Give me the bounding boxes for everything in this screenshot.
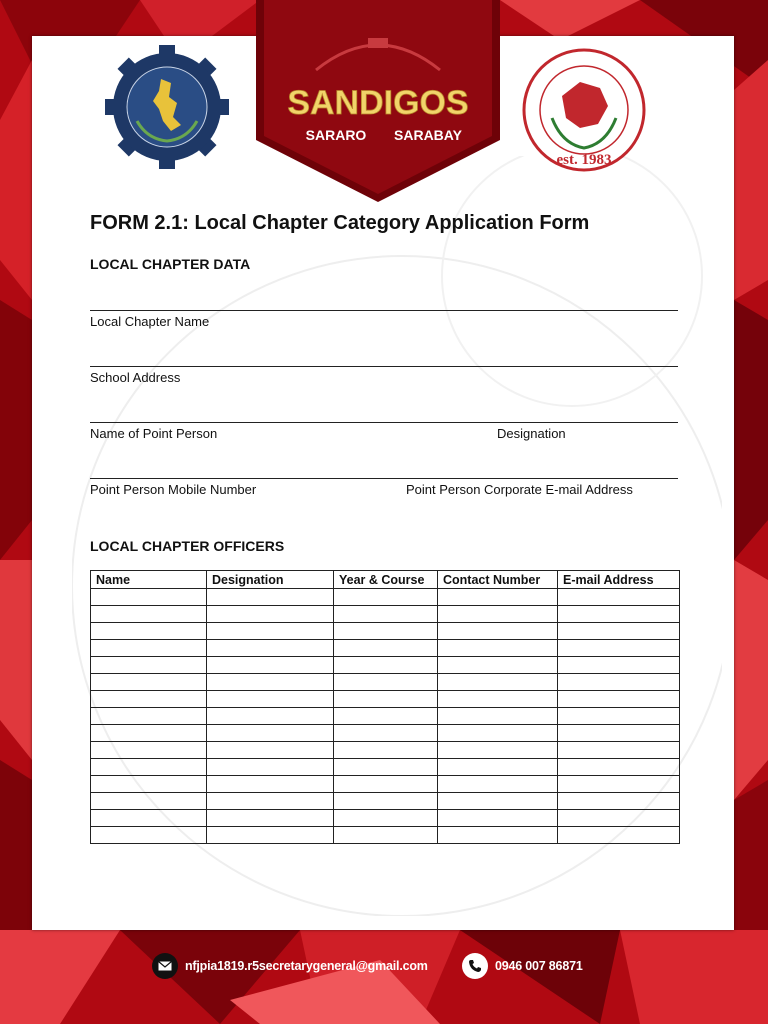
table-cell[interactable]	[207, 606, 334, 623]
table-cell[interactable]	[334, 640, 438, 657]
point-person-label: Name of Point Person	[90, 426, 218, 441]
sandigos-banner	[256, 0, 500, 202]
table-cell[interactable]	[558, 793, 680, 810]
table-cell[interactable]	[334, 725, 438, 742]
table-cell[interactable]	[438, 810, 558, 827]
table-cell[interactable]	[207, 725, 334, 742]
table-cell[interactable]	[558, 674, 680, 691]
table-cell[interactable]	[207, 674, 334, 691]
region-v-council-seal	[522, 48, 646, 172]
table-cell[interactable]	[334, 810, 438, 827]
table-cell[interactable]	[207, 742, 334, 759]
table-cell[interactable]	[91, 640, 207, 657]
local-chapter-officers-heading: LOCAL CHAPTER OFFICERS	[90, 538, 285, 554]
table-cell[interactable]	[558, 810, 680, 827]
table-row	[91, 674, 680, 691]
table-cell[interactable]	[558, 759, 680, 776]
table-cell[interactable]	[91, 691, 207, 708]
table-cell[interactable]	[558, 606, 680, 623]
table-cell[interactable]	[334, 827, 438, 844]
table-row	[91, 742, 680, 759]
mobile-number-label: Point Person Mobile Number	[90, 482, 257, 497]
table-row	[91, 827, 680, 844]
footer-phone	[462, 948, 583, 984]
table-cell[interactable]	[558, 657, 680, 674]
mobile-email-line[interactable]	[90, 478, 678, 479]
table-cell[interactable]	[91, 606, 207, 623]
chapter-name-label: Local Chapter Name	[90, 314, 210, 329]
col-header-designation: Designation	[207, 571, 334, 589]
table-cell[interactable]	[91, 657, 207, 674]
officers-table	[90, 570, 680, 844]
table-cell[interactable]	[91, 708, 207, 725]
footer-email	[152, 948, 428, 984]
table-row	[91, 759, 680, 776]
table-cell[interactable]	[334, 691, 438, 708]
table-cell[interactable]	[558, 725, 680, 742]
col-header-contact-number: Contact Number	[438, 571, 558, 589]
table-cell[interactable]	[334, 793, 438, 810]
table-cell[interactable]	[207, 776, 334, 793]
table-cell[interactable]	[91, 589, 207, 606]
table-cell[interactable]	[558, 623, 680, 640]
table-cell[interactable]	[438, 657, 558, 674]
table-cell[interactable]	[207, 793, 334, 810]
school-address-line[interactable]	[90, 366, 678, 367]
table-cell[interactable]	[207, 827, 334, 844]
table-cell[interactable]	[438, 674, 558, 691]
table-cell[interactable]	[558, 640, 680, 657]
col-header-email-address: E-mail Address	[558, 571, 680, 589]
table-cell[interactable]	[334, 776, 438, 793]
corporate-email-label: Point Person Corporate E-mail Address	[406, 482, 633, 497]
table-row	[91, 708, 680, 725]
mail-icon	[152, 953, 178, 979]
table-cell[interactable]	[207, 691, 334, 708]
chapter-name-line[interactable]	[90, 310, 678, 311]
table-cell[interactable]	[91, 827, 207, 844]
footer-email-text[interactable]: nfjpia1819.r5secretarygeneral@gmail.com	[185, 959, 428, 973]
table-cell[interactable]	[334, 759, 438, 776]
table-cell[interactable]	[334, 623, 438, 640]
phone-icon	[462, 953, 488, 979]
table-cell[interactable]	[334, 589, 438, 606]
footer-phone-text[interactable]: 0946 007 86871	[495, 959, 583, 973]
table-row	[91, 606, 680, 623]
table-cell[interactable]	[91, 759, 207, 776]
table-cell[interactable]	[91, 810, 207, 827]
table-cell[interactable]	[334, 708, 438, 725]
point-person-line[interactable]	[90, 422, 678, 423]
table-cell[interactable]	[438, 691, 558, 708]
banner-sub-left: SARARO	[305, 127, 367, 143]
table-cell[interactable]	[91, 725, 207, 742]
table-cell[interactable]	[334, 742, 438, 759]
table-cell[interactable]	[558, 827, 680, 844]
table-cell[interactable]	[438, 776, 558, 793]
table-cell[interactable]	[438, 725, 558, 742]
table-cell[interactable]	[558, 742, 680, 759]
table-cell[interactable]	[438, 827, 558, 844]
table-cell[interactable]	[558, 589, 680, 606]
table-cell[interactable]	[207, 623, 334, 640]
table-cell[interactable]	[438, 708, 558, 725]
table-cell[interactable]	[334, 606, 438, 623]
table-cell[interactable]	[558, 708, 680, 725]
table-row	[91, 657, 680, 674]
table-cell[interactable]	[334, 657, 438, 674]
table-row	[91, 640, 680, 657]
table-cell[interactable]	[207, 708, 334, 725]
table-cell[interactable]	[558, 691, 680, 708]
table-cell[interactable]	[438, 742, 558, 759]
table-cell[interactable]	[438, 623, 558, 640]
table-cell[interactable]	[207, 810, 334, 827]
table-cell[interactable]	[91, 742, 207, 759]
officers-table-header-row	[91, 571, 680, 589]
table-cell[interactable]	[91, 674, 207, 691]
table-cell[interactable]	[438, 606, 558, 623]
table-row	[91, 793, 680, 810]
table-cell[interactable]	[91, 623, 207, 640]
table-cell[interactable]	[438, 589, 558, 606]
designation-label: Designation	[497, 426, 566, 441]
table-cell[interactable]	[558, 776, 680, 793]
banner-sub-right: SARABAY	[394, 127, 462, 143]
col-header-year-course: Year & Course	[334, 571, 438, 589]
table-row	[91, 725, 680, 742]
table-cell[interactable]	[91, 793, 207, 810]
table-cell[interactable]	[438, 640, 558, 657]
form-title: FORM 2.1: Local Chapter Category Application Form	[90, 212, 590, 234]
seal-year: est. 1983	[556, 152, 612, 168]
table-cell[interactable]	[334, 674, 438, 691]
table-cell[interactable]	[438, 759, 558, 776]
table-row	[91, 589, 680, 606]
form-page	[32, 36, 734, 930]
table-cell[interactable]	[207, 640, 334, 657]
table-row	[91, 810, 680, 827]
table-cell[interactable]	[207, 657, 334, 674]
table-row	[91, 691, 680, 708]
table-cell[interactable]	[207, 759, 334, 776]
table-cell[interactable]	[438, 793, 558, 810]
table-cell[interactable]	[91, 776, 207, 793]
local-chapter-data-heading: LOCAL CHAPTER DATA	[90, 256, 251, 272]
table-row	[91, 623, 680, 640]
col-header-name: Name	[91, 571, 207, 589]
table-row	[91, 776, 680, 793]
nfjpia-gear-logo	[102, 42, 232, 172]
table-cell[interactable]	[207, 589, 334, 606]
school-address-label: School Address	[90, 370, 181, 385]
banner-title: SANDIGOS	[287, 84, 469, 122]
